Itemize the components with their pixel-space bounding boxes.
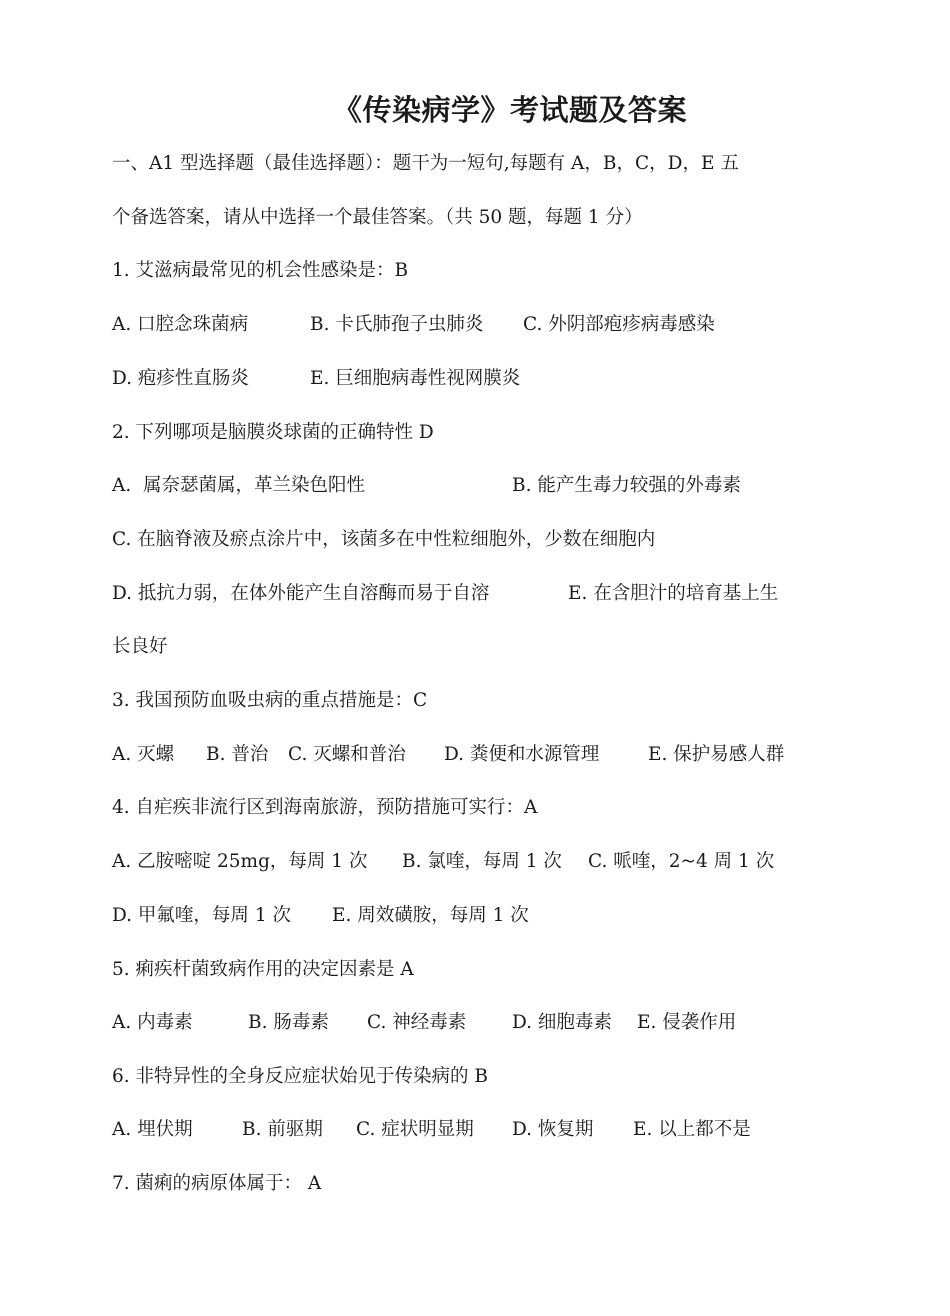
option-d: D. 恢复期 xyxy=(512,1119,594,1140)
option-b: B. 肠毒素 xyxy=(248,1012,329,1033)
option-c: C. 症状明显期 xyxy=(356,1119,474,1140)
question-5-stem: 5. 痢疾杆菌致病作用的决定因素是 A xyxy=(112,959,414,980)
option-c: C. 灭螺和普治 xyxy=(288,744,406,765)
option-a: A. 口腔念珠菌病 xyxy=(112,314,249,335)
option-b: B. 能产生毒力较强的外毒素 xyxy=(512,475,741,496)
option-b: B. 氯喹，每周 1 次 xyxy=(402,851,562,872)
section-intro-line-2: 个备选答案，请从中选择一个最佳答案。（共 50 题，每题 1 分） xyxy=(112,207,643,228)
option-b: B. 卡氏肺孢子虫肺炎 xyxy=(310,314,484,335)
option-e: E. 侵袭作用 xyxy=(637,1012,737,1033)
question-2-stem: 2. 下列哪项是脑膜炎球菌的正确特性 D xyxy=(112,422,434,443)
option-d: D. 粪便和水源管理 xyxy=(444,744,600,765)
option-b: B. 前驱期 xyxy=(242,1119,323,1140)
option-d: D. 抵抗力弱，在体外能产生自溶酶而易于自溶 xyxy=(112,583,490,604)
question-1-stem: 1. 艾滋病最常见的机会性感染是：B xyxy=(112,260,409,281)
option-a: A. 内毒素 xyxy=(112,1012,193,1033)
option-d: D. 甲氟喹，每周 1 次 xyxy=(112,905,291,926)
question-2-option-c: C. 在脑脊液及瘀点涂片中，该菌多在中性粒细胞外，少数在细胞内 xyxy=(112,529,656,550)
option-a: A. 属奈瑟菌属，革兰染色阳性 xyxy=(112,475,366,496)
option-e: E. 在含胆汁的培育基上生 xyxy=(568,583,779,604)
question-6-stem: 6. 非特异性的全身反应症状始见于传染病的 B xyxy=(112,1066,489,1087)
option-a: A. 灭螺 xyxy=(112,744,175,765)
option-d: D. 疱疹性直肠炎 xyxy=(112,368,249,389)
option-e: E. 保护易感人群 xyxy=(648,744,785,765)
question-3-stem: 3. 我国预防血吸虫病的重点措施是：C xyxy=(112,690,428,711)
option-c: C. 神经毒素 xyxy=(367,1012,467,1033)
option-e: E. 巨细胞病毒性视网膜炎 xyxy=(310,368,521,389)
question-2-option-e-continued: 长良好 xyxy=(112,636,168,657)
section-intro-line-1: 一、A1 型选择题（最佳选择题）：题干为一短句,每题有 A，B，C，D，E 五 xyxy=(112,153,739,174)
option-d: D. 细胞毒素 xyxy=(512,1012,612,1033)
option-e: E. 周效磺胺，每周 1 次 xyxy=(332,905,529,926)
question-7-stem: 7. 菌痢的病原体属于： A xyxy=(112,1173,322,1194)
option-b: B. 普治 xyxy=(206,744,269,765)
option-a: A. 乙胺嘧啶 25mg，每周 1 次 xyxy=(112,851,368,872)
option-a: A. 埋伏期 xyxy=(112,1119,193,1140)
page-title: 《传染病学》考试题及答案 xyxy=(332,93,687,127)
option-e: E. 以上都不是 xyxy=(633,1119,751,1140)
option-c: C. 哌喹，2~4 周 1 次 xyxy=(588,851,775,872)
question-4-stem: 4. 自疟疾非流行区到海南旅游，预防措施可实行：A xyxy=(112,797,538,818)
option-c: C. 外阴部疱疹病毒感染 xyxy=(523,314,715,335)
